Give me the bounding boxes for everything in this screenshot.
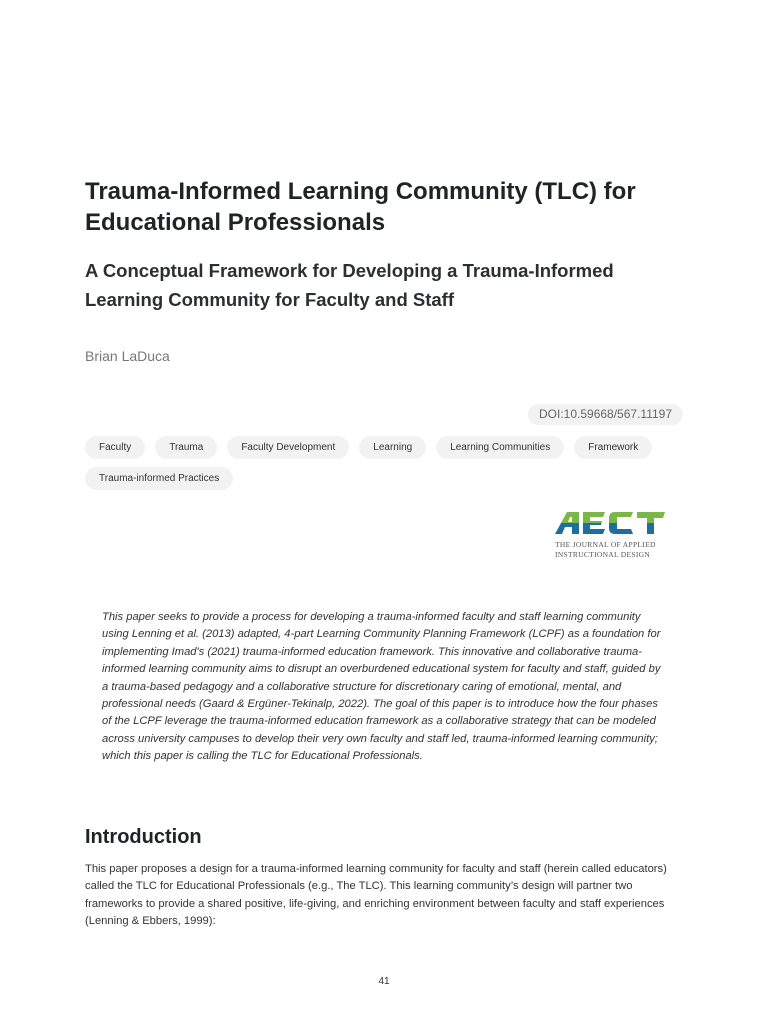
keyword-tag[interactable]: Faculty — [85, 436, 145, 459]
logo-caption-line2: INSTRUCTIONAL DESIGN — [555, 550, 651, 559]
abstract-text: This paper seeks to provide a process for developing a trauma-informed faculty and staff learning community using Lenning et al. (2013) adapted, 4-part Learning Community Planning Framework (LCPF) as a foundation for implementing Imad's (2021) trauma-informed education framework. This innovative and collaborative trauma-informed learning community aims to disrupt an overburdened educational system for faculty and staff, guided by a trauma-based pedagogy and a collaborative structure for discretionary caring of emotional, mental, and professional needs (Gaard & Ergüner-Tekinalp, 2022). The goal of this paper is to introduce how the four phases of the LCPF leverage the trauma-informed education framework as a collaborative strategy that can be modeled across university campuses to develop their very own faculty and staff led, trauma-informed learning community; which this paper is calling the TLC for Educational Professionals. — [102, 611, 661, 763]
keyword-list — [85, 436, 685, 490]
keyword-tag[interactable]: Framework — [574, 436, 652, 459]
keyword-tag[interactable]: Trauma-informed Practices — [85, 467, 233, 490]
journal-logo — [553, 510, 673, 564]
doi-badge[interactable]: DOI:10.59668/567.11197 — [528, 404, 683, 425]
author-name[interactable]: Brian LaDuca — [85, 348, 170, 364]
paper-subtitle: A Conceptual Framework for Developing a Trauma-Informed Learning Community for Faculty and Staff — [85, 260, 614, 310]
aect-logo-mark — [553, 510, 669, 536]
paper-title: Trauma-Informed Learning Community (TLC) for Educational Professionals — [85, 178, 636, 236]
keyword-tag[interactable]: Learning Communities — [436, 436, 564, 459]
keyword-tag[interactable]: Faculty Development — [227, 436, 349, 459]
keyword-tag[interactable]: Trauma — [155, 436, 217, 459]
logo-caption-line1: THE JOURNAL OF APPLIED — [555, 540, 656, 549]
introduction-paragraph: This paper proposes a design for a trauma-informed learning community for faculty and staff (herein called educators) called the TLC for Educational Professionals (e.g., The TLC). This learning community’s design will partner two frameworks to provide a shared positive, life-giving, and enriching environment between faculty and staff experiences (Lenning & Ebbers, 1999): — [85, 863, 667, 928]
section-heading-introduction: Introduction — [85, 826, 202, 848]
page-number: 41 — [378, 976, 390, 987]
keyword-tag[interactable]: Learning — [359, 436, 426, 459]
